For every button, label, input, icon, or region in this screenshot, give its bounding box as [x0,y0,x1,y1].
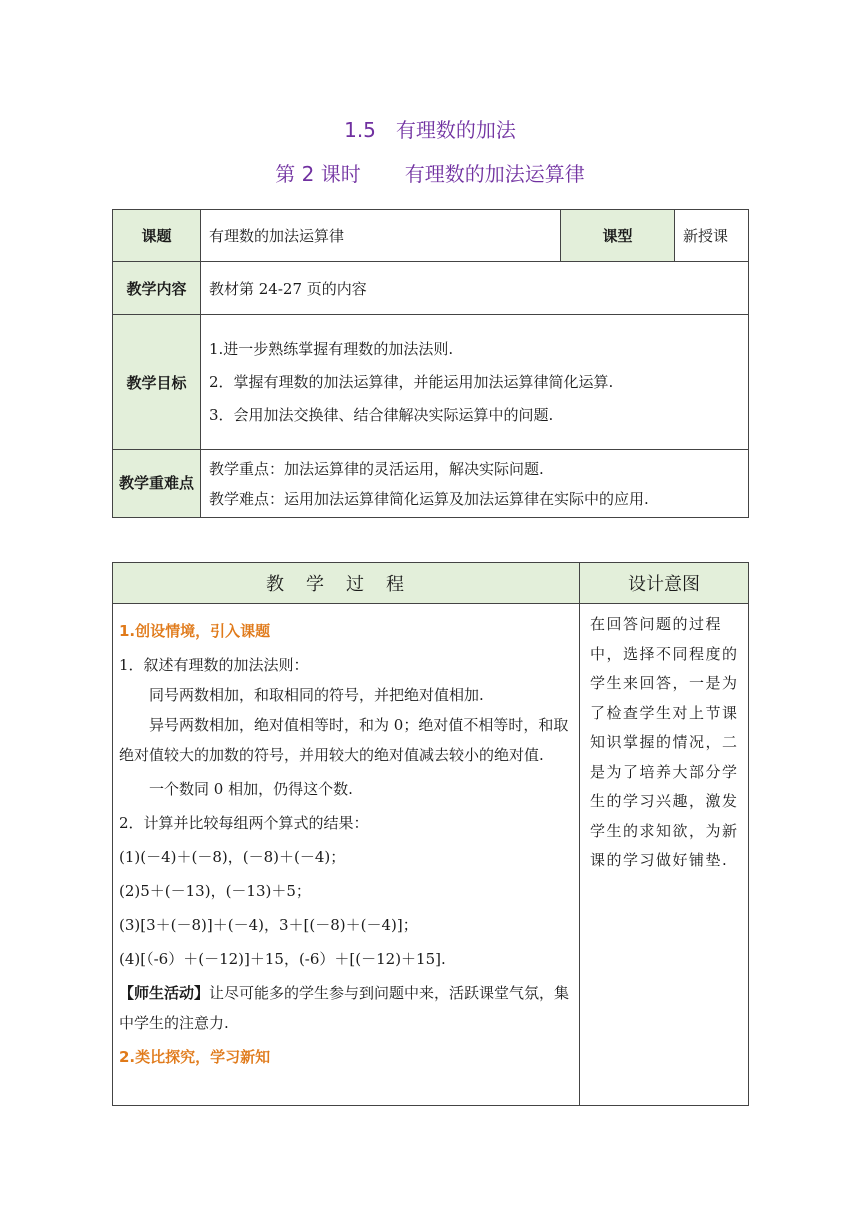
design-intent-text: 在回答问题的过程中，选择不同程度的学生来回答，一是为了检查学生对上节课知识掌握的情况，二是为了培养大部分学生的学习兴趣，激发学生的求知欲，为新课的学习做好铺垫. [580,604,749,1106]
calc-item: (2)5＋(－13)，(－13)＋5； [119,882,311,900]
rule-paragraph: 同号两数相加，和取相同的符号，并把绝对值相加. [149,686,484,704]
intent-header: 设计意图 [580,563,749,604]
subtitle-topic: 有理数的加法运算律 [404,162,585,186]
type-value: 新授课 [675,210,749,262]
teaching-process-table [112,562,749,1106]
process-body [113,604,580,1106]
calc-item: (4)[（-6）＋(－12)]＋15，(-6）＋[(－12)＋15]. [119,950,446,968]
keypoints-cell [201,450,749,518]
process-header [113,563,580,604]
goal-item: 1.进一步熟练掌握有理数的加法法则. [209,339,454,358]
topic-value: 有理数的加法运算律 [201,210,561,262]
activity-text: 让尽可能多的学生参与到问题中来，活跃课堂气氛，集中学生的注意力. [119,984,570,1032]
keypoint-item: 教学难点：运用加法运算律简化运算及加法运算律在实际中的应用. [209,489,649,508]
question-item: 2．计算并比较每组两个算式的结果： [119,814,369,832]
goal-item: 3．会用加法交换律、结合律解决实际运算中的问题. [209,405,554,424]
calc-item: (1)(－4)＋(－8)，(－8)＋(－4)； [119,848,346,866]
content-label: 教学内容 [113,262,201,315]
rule-paragraph: 一个数同 0 相加，仍得这个数. [149,780,353,798]
keypoint-item: 教学重点：加法运算律的灵活运用，解决实际问题. [209,459,544,478]
process-header-text: 教学过程 [266,574,426,595]
goals-cell [201,315,749,450]
lesson-title: 1.5 有理数的加法 [344,118,516,142]
calc-item: (3)[3＋(－8)]＋(－4)，3＋[(－8)＋(－4)]； [119,916,418,934]
section-heading: 1.创设情境，引入课题 [119,622,271,640]
activity-label: 【师生活动】 [119,984,210,1002]
section-heading: 2.类比探究，学习新知 [119,1048,271,1066]
content-value: 教材第 24-27 页的内容 [201,262,749,315]
keypoints-label: 教学重难点 [113,450,201,518]
lesson-subtitle [0,158,860,187]
topic-label: 课题 [113,210,201,262]
lesson-info-table [112,209,749,518]
question-item: 1．叙述有理数的加法法则： [119,656,309,674]
type-label: 课型 [561,210,675,262]
goal-item: 2．掌握有理数的加法运算律，并能运用加法运算律简化运算. [209,372,614,391]
period-label: 第 2 课时 [275,162,361,186]
goals-label: 教学目标 [113,315,201,450]
rule-paragraph: 异号两数相加，绝对值相等时，和为 0；绝对值不相等时，和取绝对值较大的加数的符号，并用较大的绝对值减去较小的绝对值. [119,716,569,764]
activity-paragraph [119,978,573,1038]
